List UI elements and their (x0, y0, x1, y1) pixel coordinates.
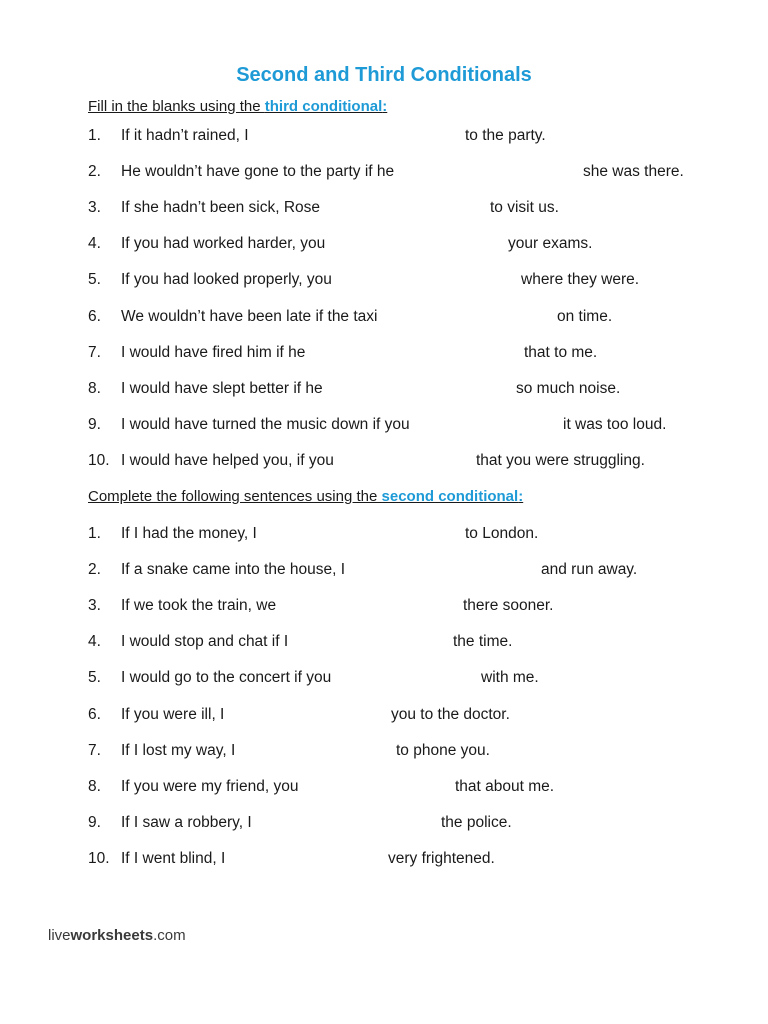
answer-blank-input[interactable] (350, 344, 520, 364)
item-number: 6. (88, 705, 101, 723)
answer-blank-input[interactable] (380, 669, 477, 689)
section1-instruction-colon: : (382, 98, 388, 115)
sentence-end: it was too loud. (563, 415, 667, 433)
section2-instruction-prefix: Complete the following sentences using the (88, 488, 382, 505)
item-number: 1. (88, 127, 101, 144)
sentence-start: If you were my friend, you (121, 777, 299, 795)
section2-instruction-highlight: second conditional (381, 488, 519, 505)
item-number: 6. (88, 307, 101, 325)
item-number: 7. (88, 343, 101, 361)
item-number: 9. (88, 813, 101, 831)
answer-blank-input[interactable] (434, 308, 553, 328)
answer-blank-input[interactable] (273, 742, 392, 762)
answer-blank-input[interactable] (259, 850, 384, 870)
sentence-end: that about me. (455, 777, 555, 795)
answer-blank-input[interactable] (380, 271, 517, 291)
item-number: 8. (88, 379, 101, 397)
sentence-end: to the party. (465, 127, 546, 144)
answer-blank-input[interactable] (283, 127, 461, 147)
footer-bold: worksheets (70, 927, 154, 944)
sentence-end: that you were struggling. (476, 451, 645, 469)
item-number: 1. (88, 525, 101, 542)
footer-suffix: .com (153, 927, 186, 944)
sentence-start: I would have slept better if he (121, 379, 323, 397)
answer-blank-input[interactable] (472, 416, 559, 436)
answer-blank-input[interactable] (456, 163, 579, 183)
item-number: 2. (88, 163, 101, 181)
sentence-start: We wouldn’t have been late if the taxi (121, 307, 378, 325)
sentence-end: where they were. (521, 271, 640, 289)
answer-blank-input[interactable] (318, 597, 459, 617)
sentence-end: and run away. (541, 561, 638, 579)
item-number: 7. (88, 741, 101, 759)
sentence-start: I would have turned the music down if you (121, 415, 410, 433)
sentence-end: so much noise. (516, 379, 621, 397)
item-number: 5. (88, 669, 101, 687)
sentence-start: If I lost my way, I (121, 741, 236, 759)
sentence-end: on time. (557, 307, 613, 325)
liveworksheets-logo (48, 927, 186, 944)
sentence-start: He wouldn’t have gone to the party if he (121, 163, 395, 181)
sentence-start: I would stop and chat if I (121, 633, 289, 651)
sentence-start: I would go to the concert if you (121, 669, 332, 687)
sentence-end: your exams. (508, 235, 593, 253)
sentence-start: If I had the money, I (121, 525, 257, 542)
sentence-start: If I saw a robbery, I (121, 813, 252, 831)
section2-instruction-colon: : (518, 488, 524, 505)
sentence-start: I would have helped you, if you (121, 451, 334, 469)
worksheet-title: Second and Third Conditionals (236, 64, 532, 86)
item-number: 5. (88, 271, 101, 289)
sentence-end: the police. (441, 813, 512, 831)
sentence-start: If you were ill, I (121, 705, 225, 723)
answer-blank-input[interactable] (374, 235, 504, 255)
sentence-start: I would have fired him if he (121, 343, 306, 361)
footer-prefix: live (48, 927, 71, 944)
answer-blank-input[interactable] (255, 706, 387, 726)
sentence-start: If we took the train, we (121, 597, 277, 615)
item-number: 2. (88, 561, 101, 579)
sentence-end: with me. (481, 669, 539, 687)
sentence-end: she was there. (583, 163, 684, 181)
sentence-start: If you had worked harder, you (121, 235, 326, 253)
item-number: 10. (88, 451, 110, 469)
answer-blank-input[interactable] (330, 633, 449, 653)
item-number: 10. (88, 849, 110, 867)
section1-instruction-prefix: Fill in the blanks using the (88, 98, 265, 115)
answer-blank-input[interactable] (298, 525, 461, 545)
sentence-end: to phone you. (396, 741, 490, 759)
answer-blank-input[interactable] (370, 380, 512, 400)
item-number: 9. (88, 415, 101, 433)
sentence-start: If it hadn’t rained, I (121, 127, 249, 144)
item-number: 4. (88, 633, 101, 651)
sentence-start: If a snake came into the house, I (121, 561, 346, 579)
sentence-end: you to the doctor. (391, 705, 510, 723)
sentence-end: very frightened. (388, 849, 495, 867)
section1-instruction-highlight: third conditional (264, 98, 383, 115)
item-number: 4. (88, 235, 101, 253)
item-number: 3. (88, 597, 101, 615)
sentence-end: the time. (453, 633, 513, 651)
sentence-end: that to me. (524, 343, 598, 361)
answer-blank-input[interactable] (380, 452, 472, 472)
sentence-end: there sooner. (463, 597, 554, 615)
answer-blank-input[interactable] (396, 561, 537, 581)
answer-blank-input[interactable] (291, 814, 437, 834)
answer-blank-input[interactable] (343, 778, 451, 798)
sentence-start: If she hadn’t been sick, Rose (121, 199, 321, 217)
item-number: 3. (88, 199, 101, 217)
sentence-start: If I went blind, I (121, 849, 226, 867)
answer-blank-input[interactable] (360, 199, 486, 219)
section2-instruction (88, 488, 523, 505)
sentence-start: If you had looked properly, you (121, 271, 332, 289)
sentence-end: to London. (465, 525, 539, 542)
section1-instruction (88, 98, 387, 115)
item-number: 8. (88, 777, 101, 795)
sentence-end: to visit us. (490, 199, 559, 217)
